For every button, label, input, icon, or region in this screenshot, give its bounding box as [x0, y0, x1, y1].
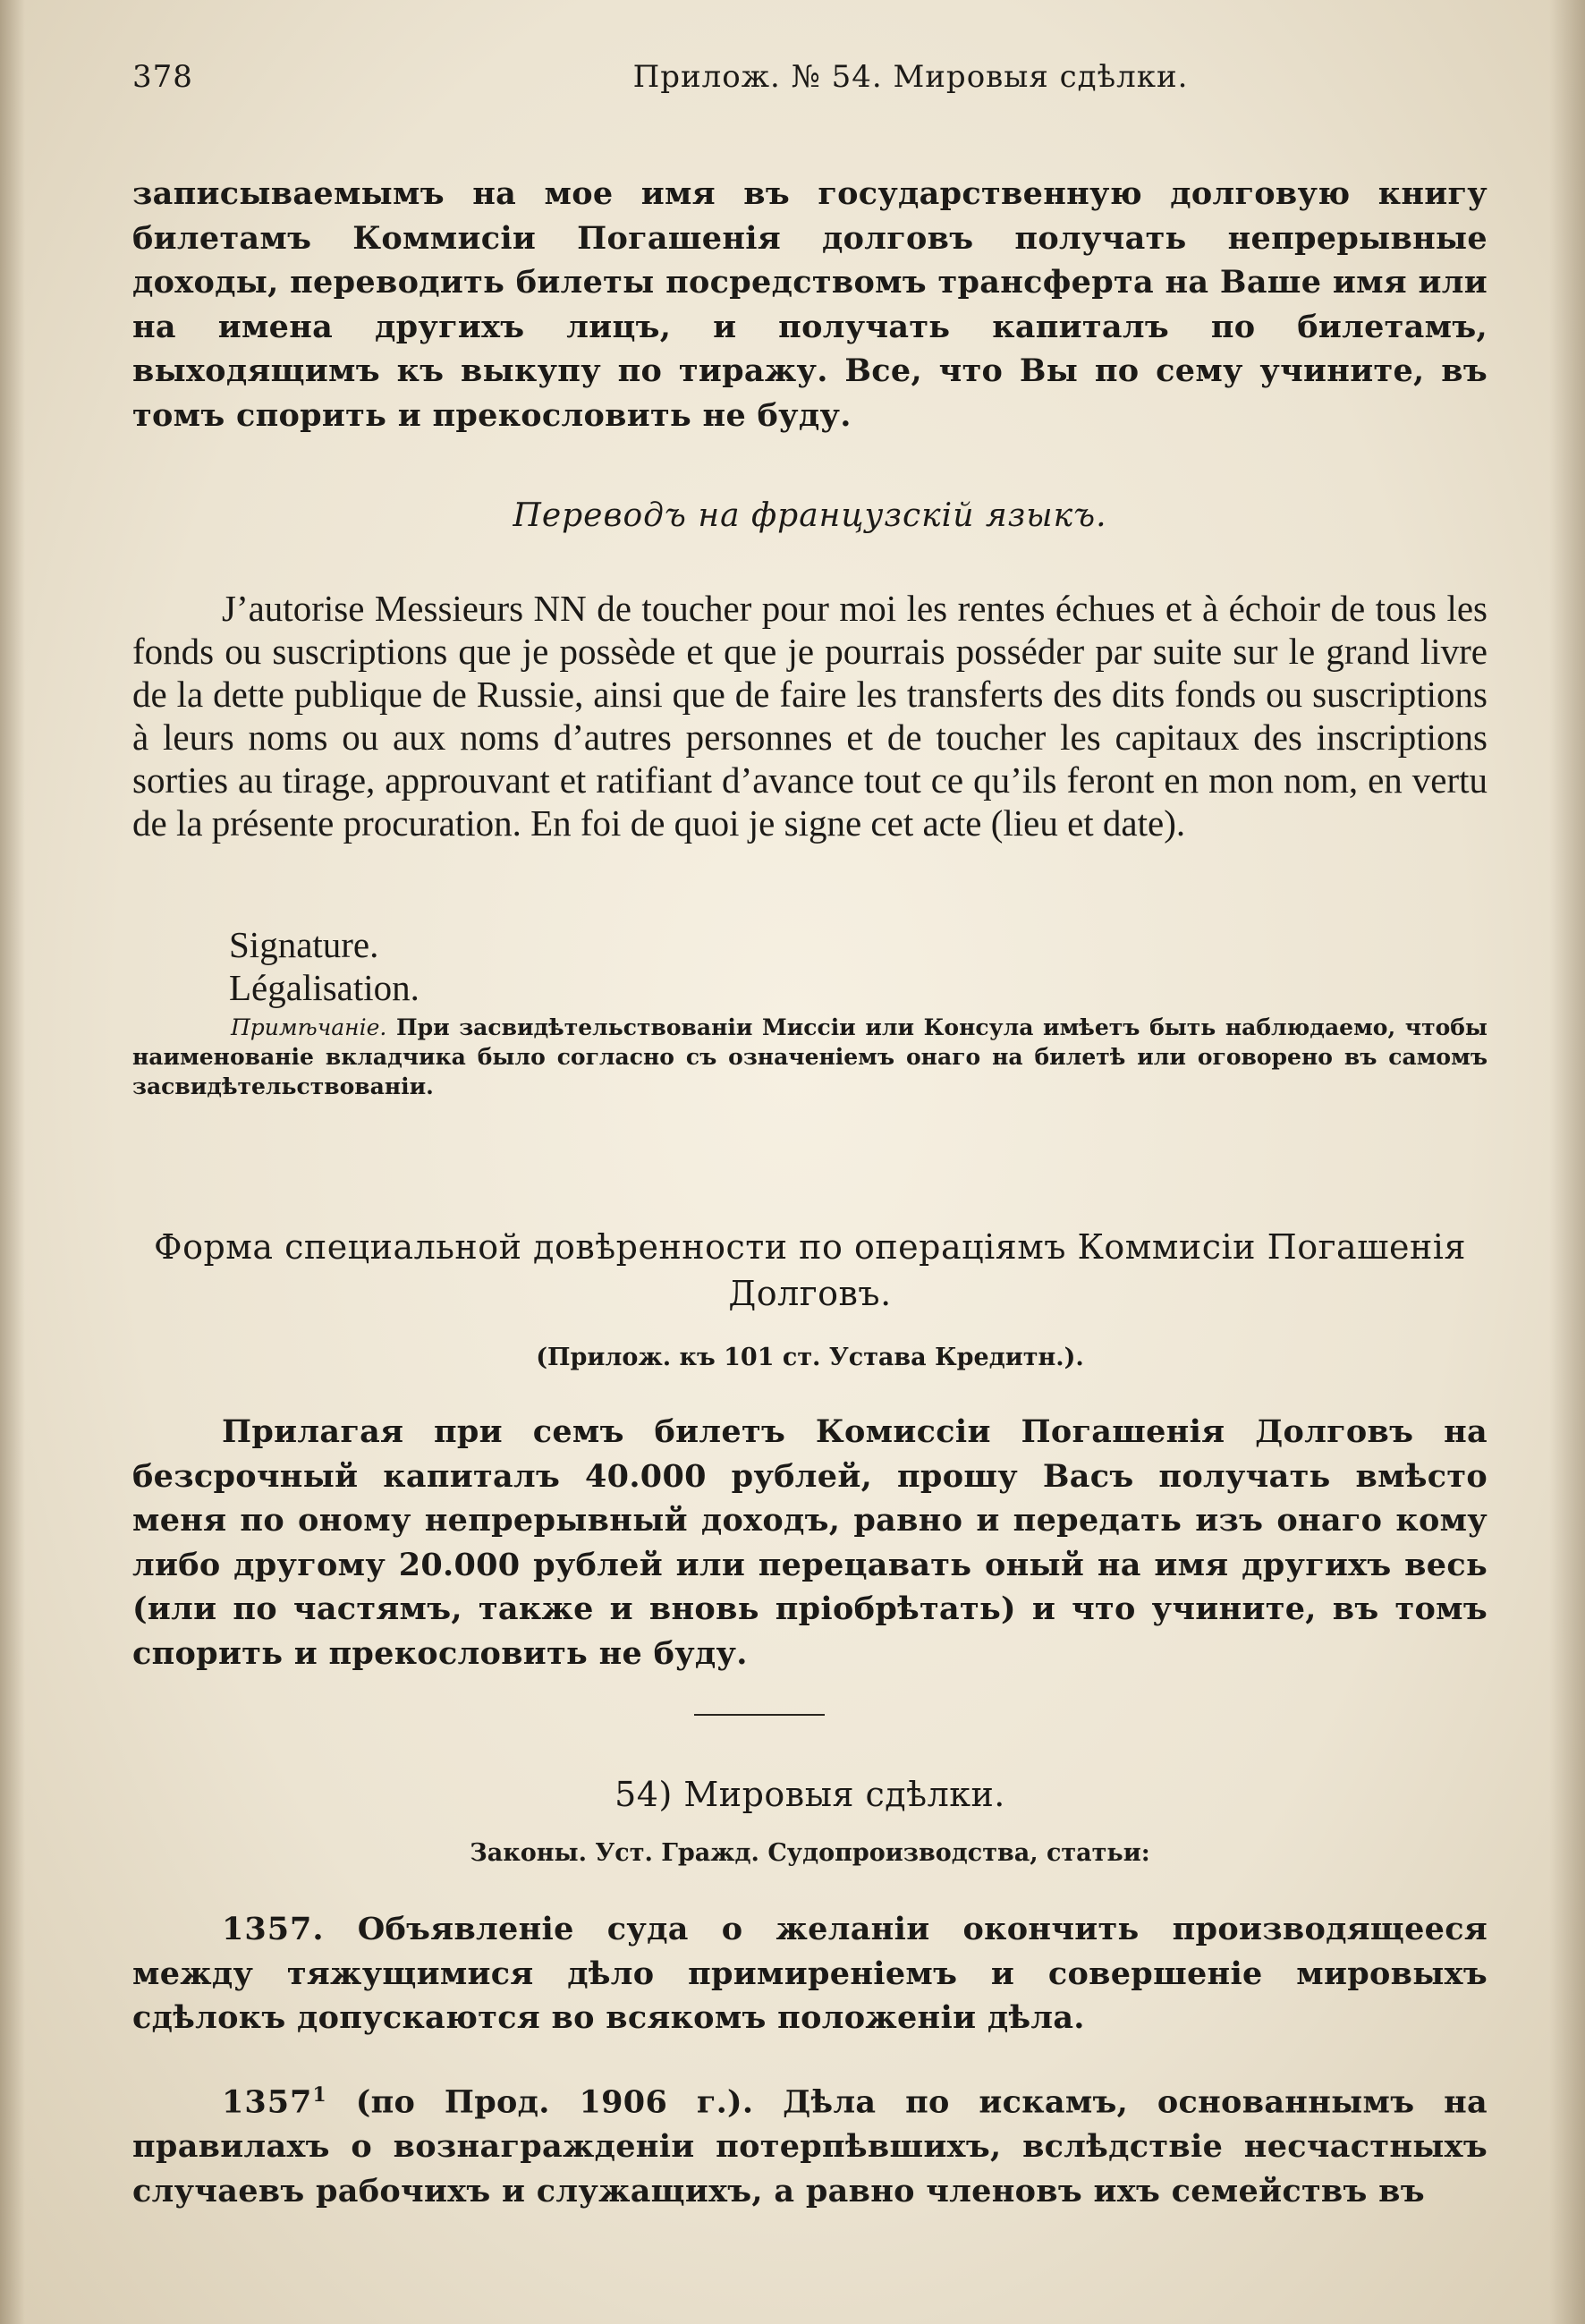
note-label: Примѣчаніе.: [231, 1014, 387, 1040]
note-text: При засвидѣтельствованіи Миссіи или Консула имѣетъ быть наблюдаемо, чтобы наименованіе вкладчика было согласно съ означеніемъ онаго на билетѣ или оговорено въ самомъ засвидѣтельствованіи.: [132, 1014, 1488, 1099]
special-form-title-line1: Форма специальной довѣренности по операціямъ Коммисіи Погашенія: [154, 1227, 1466, 1267]
page-edge-shadow-right: [1549, 0, 1585, 2324]
note-block: [132, 1013, 1488, 1101]
continuation-block: [132, 172, 1488, 437]
special-form-block: [132, 1410, 1488, 1675]
article-1357: [132, 1907, 1488, 2040]
article-1357-block: [132, 1907, 1488, 2040]
signature-line: Signature.: [229, 924, 379, 965]
running-head: [132, 59, 1492, 113]
section-54-heading: 54) Мировыя сдѣлки.: [615, 1775, 1005, 1814]
running-title: Прилож. № 54. Мировыя сдѣлки.: [632, 59, 1189, 95]
legalisation-line: Légalisation.: [229, 967, 420, 1008]
article-number: 1357: [222, 2083, 313, 2121]
article-text: Объявленіе суда о желаніи окончить производящееся между тяжущимися дѣло примиреніемъ и совершеніе мировыхъ сдѣлокъ допускаются во всякомъ положеніи дѣла.: [132, 1911, 1488, 2036]
article-text: (по Прод. 1906 г.). Дѣла по искамъ, основаннымъ на правилахъ о вознагражденіи потерпѣвшихъ, вслѣдствіе несчастныхъ случаевъ рабочихъ и служащихъ, а равно членовъ ихъ семействъ въ: [132, 2083, 1488, 2209]
article-1357-1-block: [132, 2074, 1488, 2213]
article-number: 1357.: [222, 1911, 325, 1947]
page-number: 378: [132, 59, 193, 95]
article-superscript: 1: [312, 2083, 327, 2107]
continuation-paragraph: записываемымъ на мое имя въ государственную долговую книгу билетамъ Коммисіи Погашенія долговъ получать непрерывные доходы, переводить билеты посредствомъ трансферта на Ваше имя или на имена другихъ лицъ, и получать капиталъ по билетамъ, выходящимъ къ выкупу по тиражу. Все, что Вы по сему учините, въ томъ спорить и прекословить не буду.: [132, 175, 1488, 434]
article-1357-1: [132, 2074, 1488, 2213]
special-form-paragraph: Прилагая при семъ билетъ Комиссіи Погашенія Долговъ на безсрочный капиталъ 40.000 рублей, прошу Васъ получать вмѣсто меня по оному непрерывный доходъ, равно и передать изъ онаго кому либо другому 20.000 рублей или перецавать оный на имя другихъ весь (или по частямъ, также и вновь пріобрѣтать) и что учините, въ томъ спорить и прекословить не буду.: [132, 1413, 1488, 1672]
special-form-title-line2: Долговъ.: [728, 1274, 892, 1313]
french-translation-heading: Переводъ на французскій языкъ.: [513, 497, 1107, 534]
special-form-reference: (Прилож. къ 101 ст. Устава Кредитн.).: [536, 1344, 1084, 1371]
french-paragraph: J’autorise Messieurs NN de toucher pour moi les rentes échues et à échoir de tous les fonds ou suscriptions que je possède et que je pourrais posséder par suite sur le grand livre de la dette publique de Russie, ainsi que de faire les transferts des dits fonds ou suscriptions à leurs noms ou aux noms d’autres personnes et de toucher les capitaux des inscriptions sorties au tirage, approuvant et ratifiant d’avance tout ce qu’ils feront en mon nom, en vertu de la présente procuration. En foi de quoi je signe cet acte (lieu et date).: [132, 588, 1488, 844]
laws-line: Законы. Уст. Гражд. Судопроизводства, статьи:: [470, 1839, 1150, 1867]
page-edge-shadow-left: [0, 0, 25, 2324]
special-form-title: [132, 1224, 1488, 1317]
section-divider: [694, 1714, 825, 1716]
